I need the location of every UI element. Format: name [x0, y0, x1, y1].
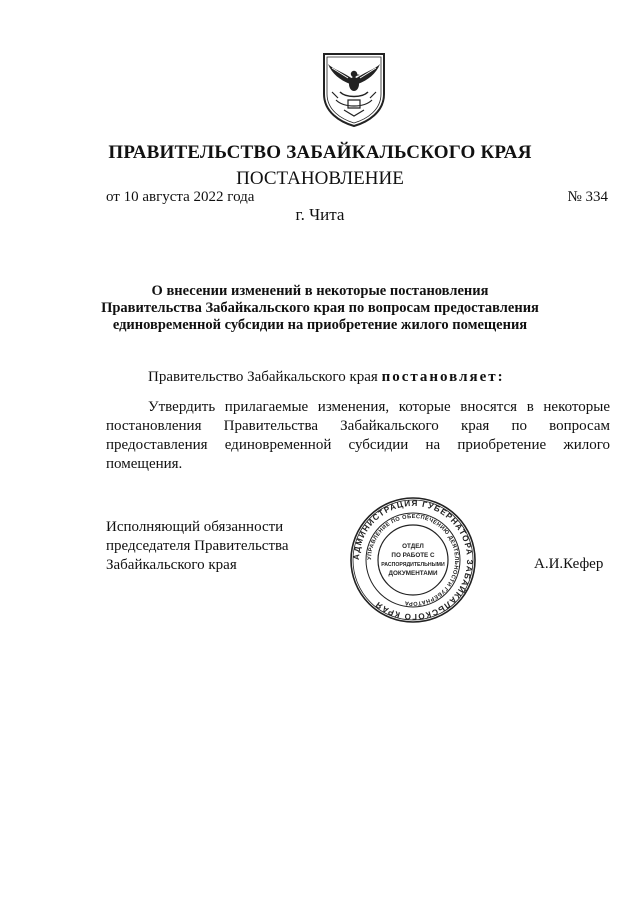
stamp-center-line: ПО РАБОТЕ С [391, 552, 435, 559]
subject-line: Правительства Забайкальского края по вопросам предоставления [101, 300, 539, 316]
document-type: ПОСТАНОВЛЕНИЕ [236, 168, 404, 189]
coat-of-arms-emblem [318, 50, 390, 128]
stamp-outer-text: АДМИНИСТРАЦИЯ ГУБЕРНАТОРА ЗАБАЙКАЛЬСКОГО КРАЯ [351, 498, 475, 622]
government-title: ПРАВИТЕЛЬСТВО ЗАБАЙКАЛЬСКОГО КРАЯ [108, 142, 532, 163]
signer-position-line: председателя Правительства [106, 538, 289, 554]
official-stamp [349, 496, 477, 624]
signer-position-line: Исполняющий обязанности [106, 519, 284, 535]
body-line: постановления Правительства Забайкальского края по вопросам [106, 418, 610, 434]
preamble-subject: Правительство Забайкальского края [148, 369, 378, 385]
subject-line: единовременной субсидии на приобретение жилого помещения [112, 317, 528, 333]
preamble [148, 369, 505, 386]
stamp-middle-text: УПРАВЛЕНИЕ ПО ОБЕСПЕЧЕНИЮ ДЕЯТЕЛЬНОСТИ ГУБЕРНАТОРА [366, 513, 460, 607]
body-line: предоставления единовременной субсидии на приобретение жилого [106, 437, 610, 453]
document-city: г. Чита [295, 205, 345, 224]
document-subject [100, 283, 540, 334]
svg-text:УПРАВЛЕНИЕ ПО ОБЕСПЕЧЕНИЮ ДЕЯТ [367, 514, 459, 606]
resolution-body [106, 398, 610, 474]
document-number: № 334 [567, 189, 608, 205]
body-line: Утвердить прилагаемые изменения, которые вносятся в некоторые [148, 399, 610, 415]
subject-line: О внесении изменений в некоторые постановления [151, 283, 489, 299]
signer-position [106, 518, 289, 575]
stamp-center-line: РАСПОРЯДИТЕЛЬНЫМИ [381, 562, 445, 568]
stamp-center-line: ОТДЕЛ [402, 543, 424, 550]
stamp-center-line: ДОКУМЕНТАМИ [388, 570, 438, 577]
document-date: от 10 августа 2022 года [106, 189, 255, 205]
body-line: помещения. [106, 456, 183, 472]
signer-position-line: Забайкальского края [106, 557, 237, 573]
signer-name: А.И.Кефер [534, 556, 604, 572]
preamble-verb: постановляет: [381, 369, 505, 385]
